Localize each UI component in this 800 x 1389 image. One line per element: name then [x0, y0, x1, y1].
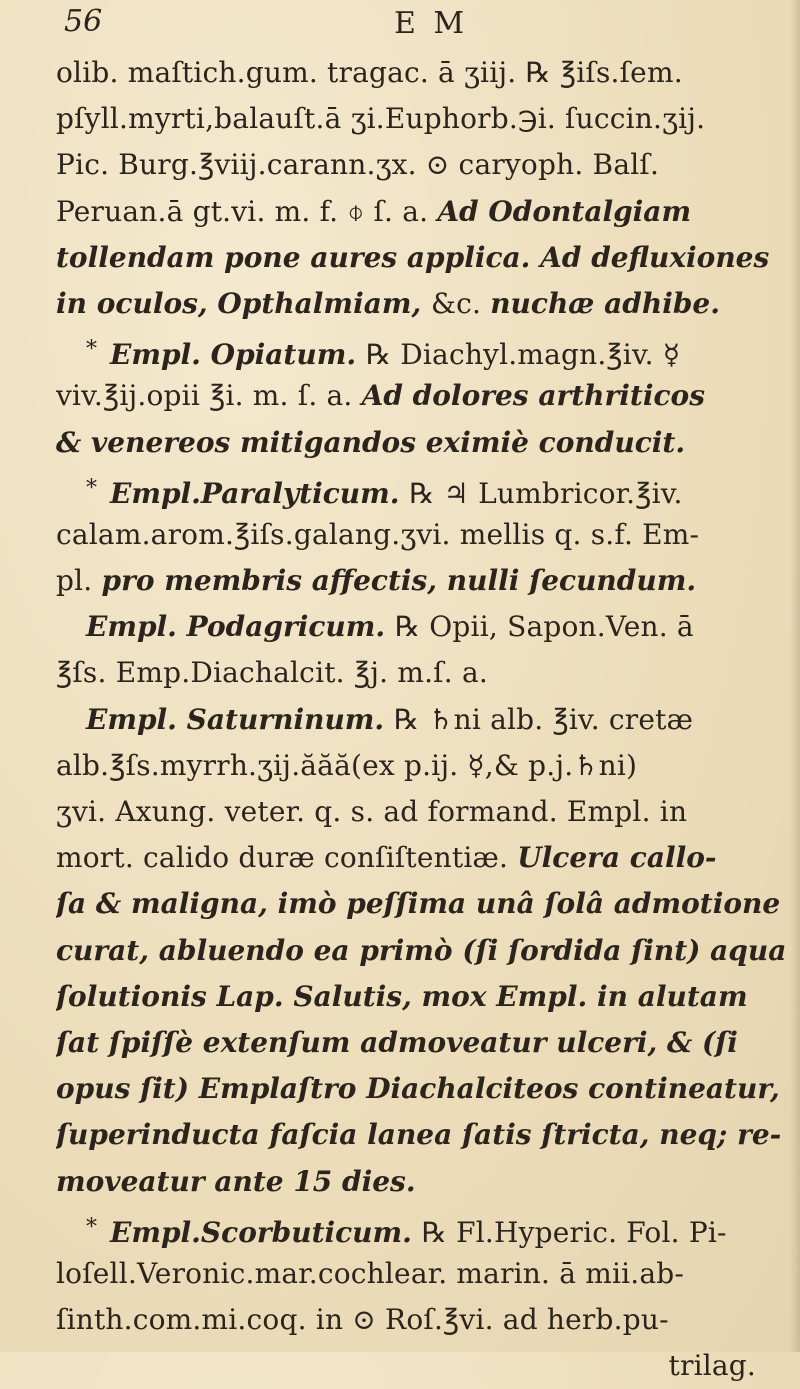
text-segment: ſat ſpiſſè extenſum admoveatur ulceri, & (ſi	[56, 1025, 738, 1059]
text-segment: trilag.	[668, 1349, 756, 1383]
text-segment: moveatur ante 15 dies.	[56, 1164, 416, 1198]
text-line	[56, 1020, 792, 1066]
text-line	[56, 835, 792, 881]
asterisk-mark: *	[86, 475, 104, 501]
text-line	[56, 743, 792, 789]
text-line	[56, 789, 792, 835]
page-edge-shadow	[790, 0, 800, 1352]
text-segment: Peruan.ā gt.vi. m. f. ⌽ ſ. a.	[56, 194, 438, 228]
text-segment: mort. calido duræ conſiſtentiæ.	[56, 841, 518, 875]
text-line	[56, 558, 792, 604]
text-line	[56, 650, 792, 696]
text-line	[56, 235, 792, 281]
text-segment: ℞ Opii, Sapon.Ven. ā	[394, 610, 694, 644]
text-segment: ℞ Fl.Hyperic. Fol. Pi-	[421, 1215, 727, 1249]
text-segment: ſinth.com.mi.coq. in ⊙ Roſ.℥vi. ad herb.pu-	[56, 1303, 669, 1337]
text-segment: &c.	[430, 286, 491, 320]
text-segment: & venereos mitigandos eximiè conducit.	[56, 425, 686, 459]
text-segment: ſuperinducta faſcia lanea ſatis ſtricta, neq; re-	[56, 1118, 782, 1152]
text-line	[56, 1112, 792, 1158]
text-line	[56, 142, 792, 188]
text-segment: nuchæ adhibe.	[490, 286, 720, 320]
text-segment: Empl.Scorbuticum.	[110, 1215, 422, 1249]
text-segment: calam.arom.℥iſs.galang.ʒvi. mellis q. s.f. Em-	[56, 517, 700, 551]
page-number: 56	[64, 4, 103, 39]
text-segment: loſell.Veronic.mar.cochlear. marin. ā mii.ab-	[56, 1256, 685, 1290]
text-line	[56, 189, 792, 235]
text-segment: Ad dolores arthriticos	[361, 379, 705, 413]
text-line	[56, 1251, 792, 1297]
text-line	[56, 881, 792, 927]
text-segment: ℞ ♃ Lumbricor.℥iv.	[409, 476, 683, 510]
text-line	[56, 697, 792, 743]
text-segment: pſyll.myrti,balauſt.ā ʒi.Euphorb.℈i. ſuccin.ʒij.	[56, 102, 706, 136]
text-segment: Empl.Paralyticum.	[110, 476, 410, 510]
text-line	[56, 1205, 792, 1251]
text-segment: pl.	[56, 564, 102, 598]
text-segment: tollendam pone aures applica. Ad defluxiones	[56, 240, 770, 274]
text-line	[56, 974, 792, 1020]
page-header	[64, 4, 764, 44]
text-line	[56, 96, 792, 142]
text-line	[56, 373, 792, 419]
text-line	[56, 281, 792, 327]
text-line	[56, 1159, 792, 1205]
text-segment: Pic. Burg.℥viij.carann.ʒx. ⊙ caryoph. Balſ.	[56, 148, 660, 182]
text-segment: pro membris affectis, nulli ſecundum.	[101, 564, 697, 598]
text-segment: ℥ſs. Emp.Diachalcit. ℥j. m.ſ. a.	[56, 656, 488, 690]
text-line	[56, 1297, 792, 1343]
text-line	[56, 420, 792, 466]
text-segment: in oculos, Opthalmiam,	[56, 286, 431, 320]
text-line	[56, 466, 792, 512]
text-segment: ʒvi. Axung. veter. q. s. ad formand. Empl. in	[56, 795, 688, 828]
text-line	[56, 1066, 792, 1112]
asterisk-mark: *	[86, 337, 104, 363]
text-line	[56, 327, 792, 373]
text-segment: Empl. Podagricum.	[86, 610, 395, 644]
text-segment: ſa & maligna, imò peſſima unâ ſolâ admotione	[56, 887, 781, 921]
text-segment: ℞ ♄ni alb. ℥iv. cretæ	[393, 702, 694, 736]
text-segment: ſolutionis Lap. Salutis, mox Empl. in alutam	[56, 979, 748, 1013]
text-segment: alb.℥ſs.myrrh.ʒij.ăăă(ex p.ij. ☿,& p.j.♄ni)	[56, 748, 638, 782]
text-segment: Ad Odontalgiam	[437, 194, 692, 228]
body-text	[56, 50, 792, 1389]
text-segment: opus ſit) Emplaſtro Diachalciteos contineatur,	[56, 1072, 780, 1106]
text-segment: curat, abluendo ea primò (ſi ſordida ſint) aqua	[56, 933, 787, 967]
text-line	[56, 1343, 792, 1389]
text-line	[56, 604, 792, 650]
text-line	[56, 512, 792, 558]
text-segment: ℞ Diachyl.magn.℥iv. ☿	[365, 338, 681, 372]
text-segment: olib. maſtich.gum. tragac. ā ʒiij. ℞ ℥iſs.ſem.	[56, 56, 683, 89]
text-segment: Empl. Opiatum.	[110, 338, 366, 372]
text-segment: Empl. Saturninum.	[86, 702, 394, 736]
text-segment: Ulcera callo-	[517, 841, 717, 875]
text-line	[56, 50, 792, 96]
text-segment: viv.℥ij.opii ℥i. m. ſ. a.	[56, 379, 362, 413]
asterisk-mark: *	[86, 1214, 104, 1240]
text-line	[56, 928, 792, 974]
running-head: E M	[394, 6, 469, 41]
